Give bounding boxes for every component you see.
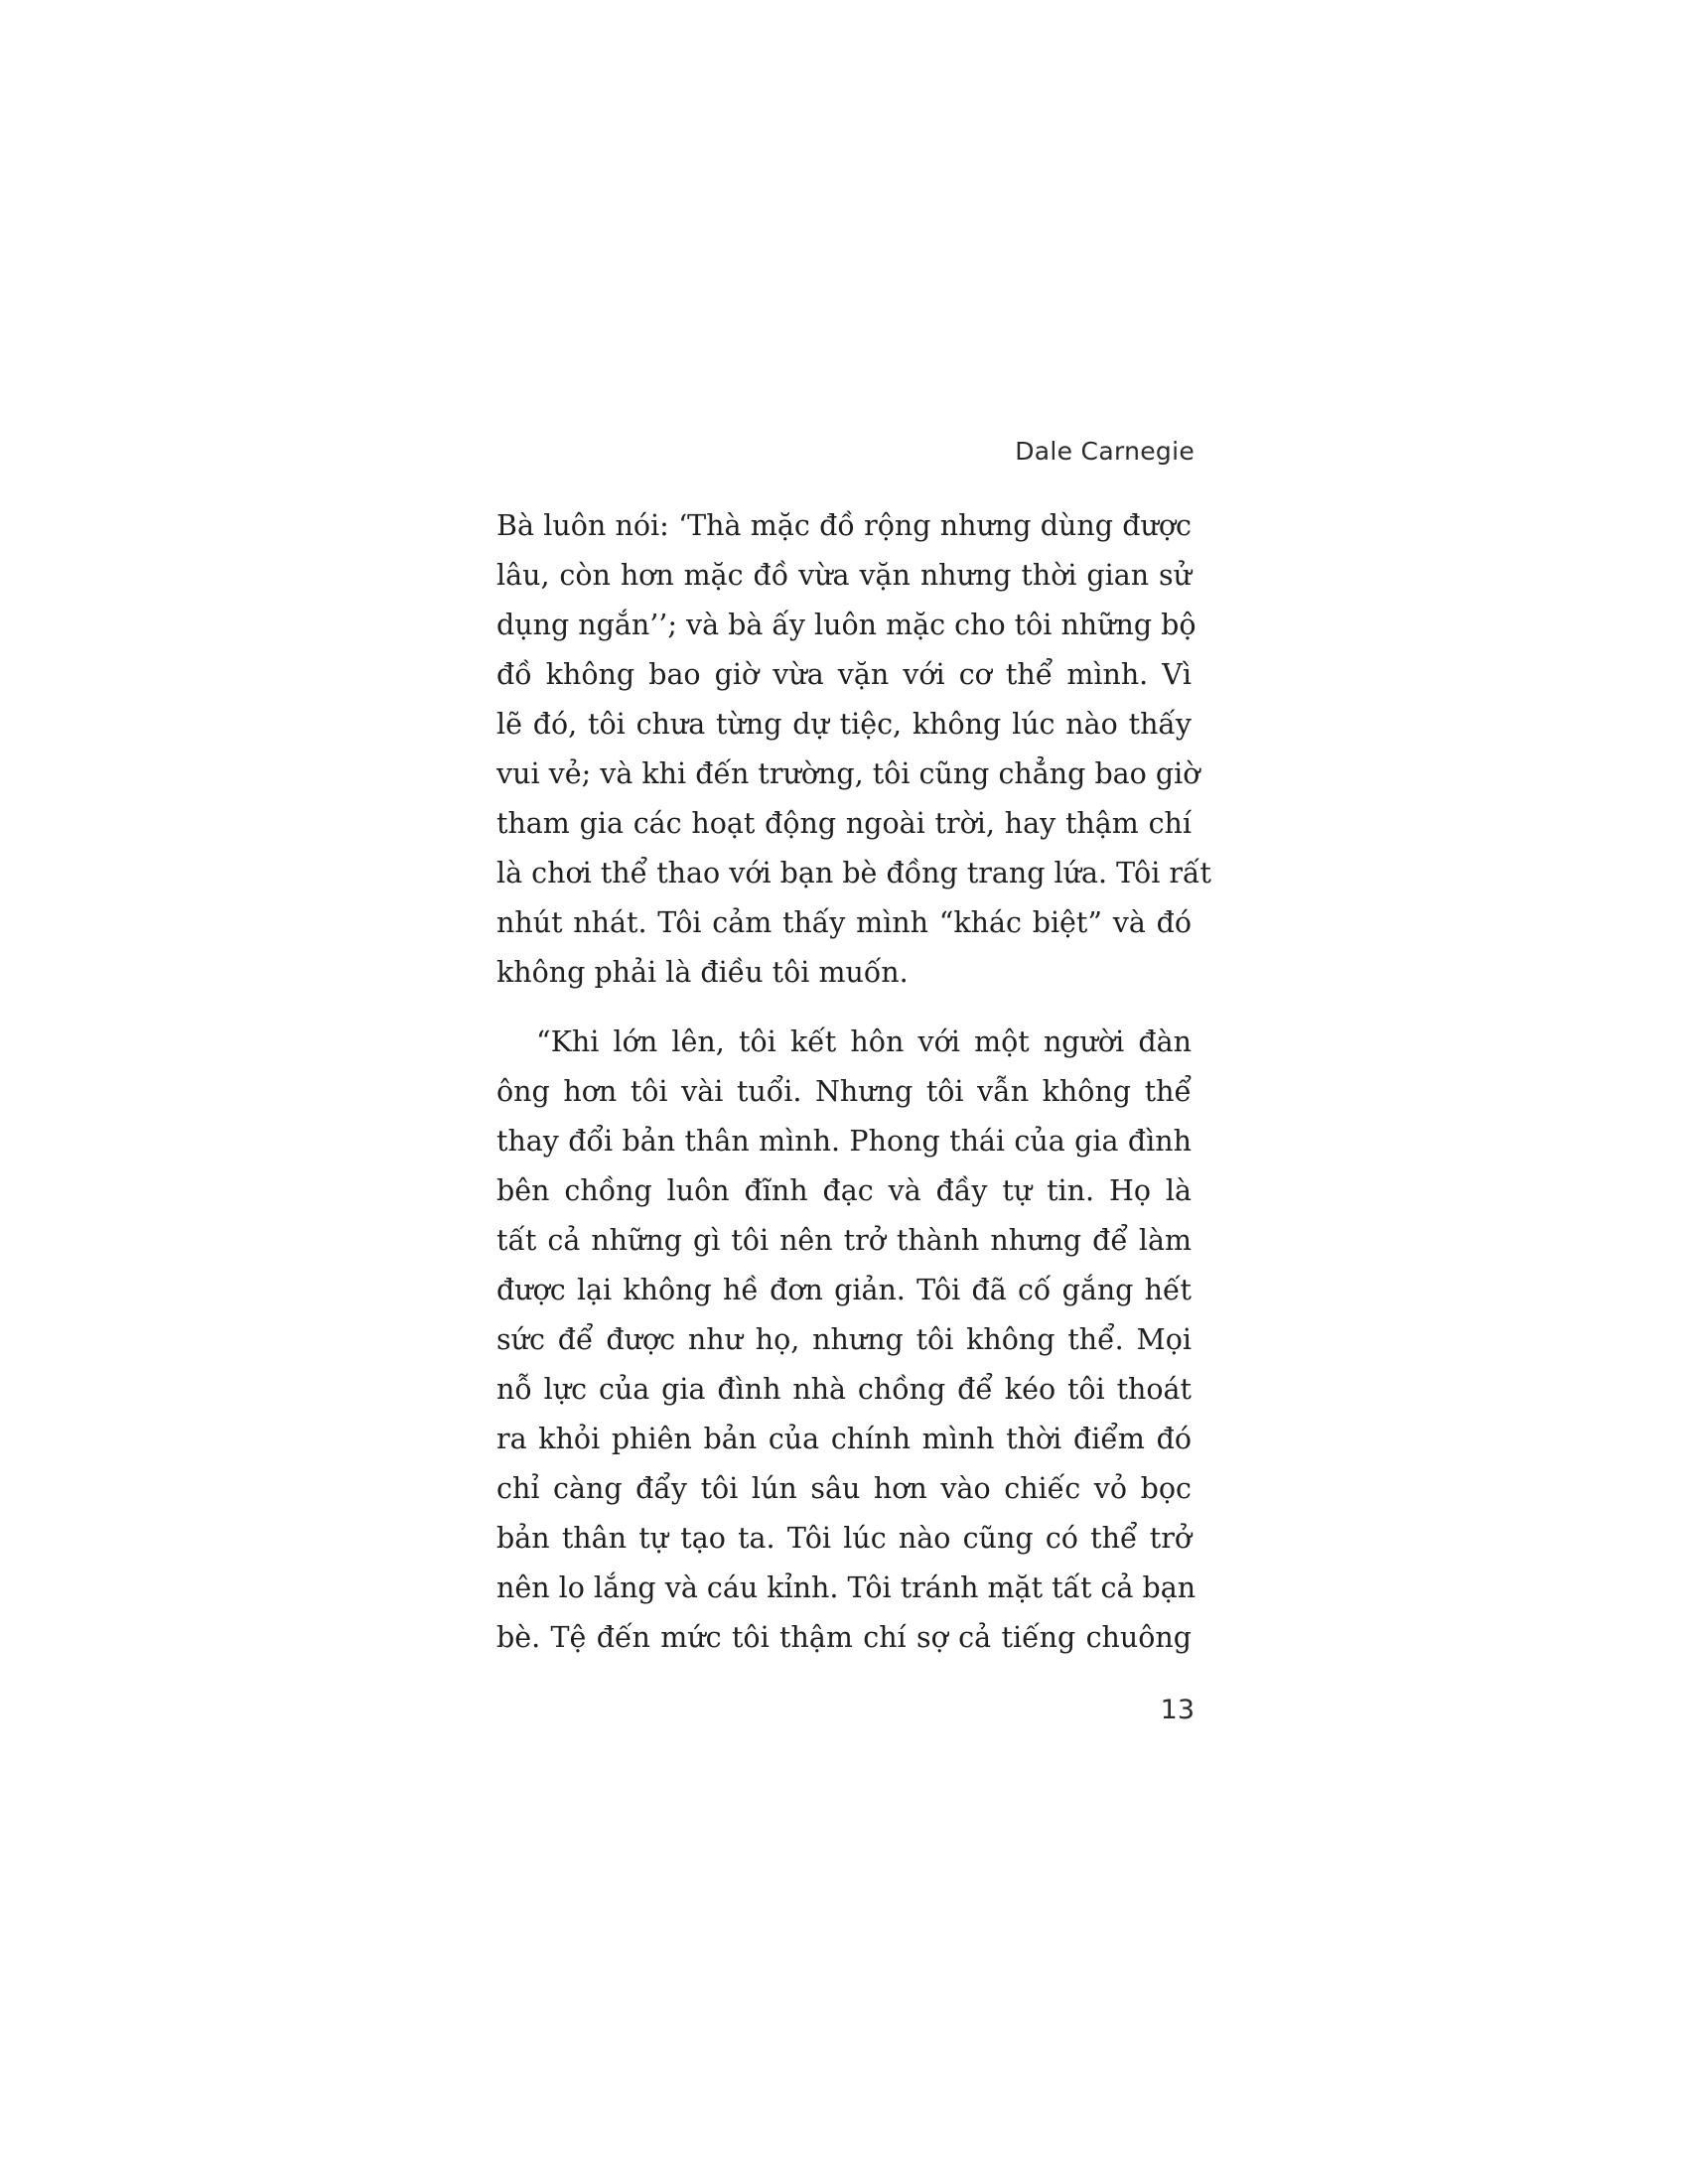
text-line: không phải là điều tôi muốn. bbox=[496, 956, 909, 989]
text-line: lâu, còn hơn mặc đồ vừa vặn nhưng thời gian sử bbox=[496, 559, 1192, 592]
paragraph-1 bbox=[496, 501, 1211, 998]
text-line: bên chồng luôn đĩnh đạc và đầy tự tin. Họ là bbox=[496, 1174, 1192, 1207]
text-line: Bà luôn nói: ‘Thà mặc đồ rộng nhưng dùng được bbox=[496, 509, 1192, 542]
page-number: 13 bbox=[1160, 1695, 1195, 1725]
text-line: được lại không hề đơn giản. Tôi đã cố gắng hết bbox=[496, 1274, 1192, 1306]
text-line: ông hơn tôi vài tuổi. Nhưng tôi vẫn không thể bbox=[496, 1075, 1192, 1108]
text-line: nhút nhát. Tôi cảm thấy mình “khác biệt” và đó bbox=[496, 906, 1192, 939]
text-line: nên lo lắng và cáu kỉnh. Tôi tránh mặt tất cả bạn bbox=[496, 1571, 1196, 1604]
text-line: lẽ đó, tôi chưa từng dự tiệc, không lúc nào thấy bbox=[496, 708, 1192, 741]
running-header: Dale Carnegie bbox=[1015, 437, 1195, 466]
text-line: bản thân tự tạo ta. Tôi lúc nào cũng có thể trở bbox=[496, 1522, 1192, 1555]
text-line: thay đổi bản thân mình. Phong thái của gia đình bbox=[496, 1125, 1192, 1158]
text-line: dụng ngắn’’; và bà ấy luôn mặc cho tôi những bộ bbox=[496, 609, 1196, 641]
text-line: nỗ lực của gia đình nhà chồng để kéo tôi thoát bbox=[496, 1373, 1192, 1406]
paragraph-2 bbox=[496, 1018, 1196, 1663]
text-line: chỉ càng đẩy tôi lún sâu hơn vào chiếc vỏ bọc bbox=[496, 1472, 1192, 1505]
text-line: vui vẻ; và khi đến trường, tôi cũng chẳng bao giờ bbox=[496, 757, 1200, 790]
text-line: bè. Tệ đến mức tôi thậm chí sợ cả tiếng chuông bbox=[496, 1621, 1192, 1654]
text-line: đồ không bao giờ vừa vặn với cơ thể mình. Vì bbox=[496, 658, 1192, 691]
text-line: “Khi lớn lên, tôi kết hôn với một người đàn bbox=[536, 1025, 1192, 1058]
paragraph-gap bbox=[496, 998, 1192, 1018]
text-line: sức để được như họ, nhưng tôi không thể. Mọi bbox=[496, 1323, 1192, 1356]
text-line: tất cả những gì tôi nên trở thành nhưng để làm bbox=[496, 1224, 1192, 1257]
text-line: ra khỏi phiên bản của chính mình thời điểm đó bbox=[496, 1423, 1192, 1455]
text-line: là chơi thể thao với bạn bè đồng trang lứa. Tôi rất bbox=[496, 857, 1211, 889]
text-line: tham gia các hoạt động ngoài trời, hay thậm chí bbox=[496, 807, 1192, 840]
body-text bbox=[496, 501, 1211, 1663]
